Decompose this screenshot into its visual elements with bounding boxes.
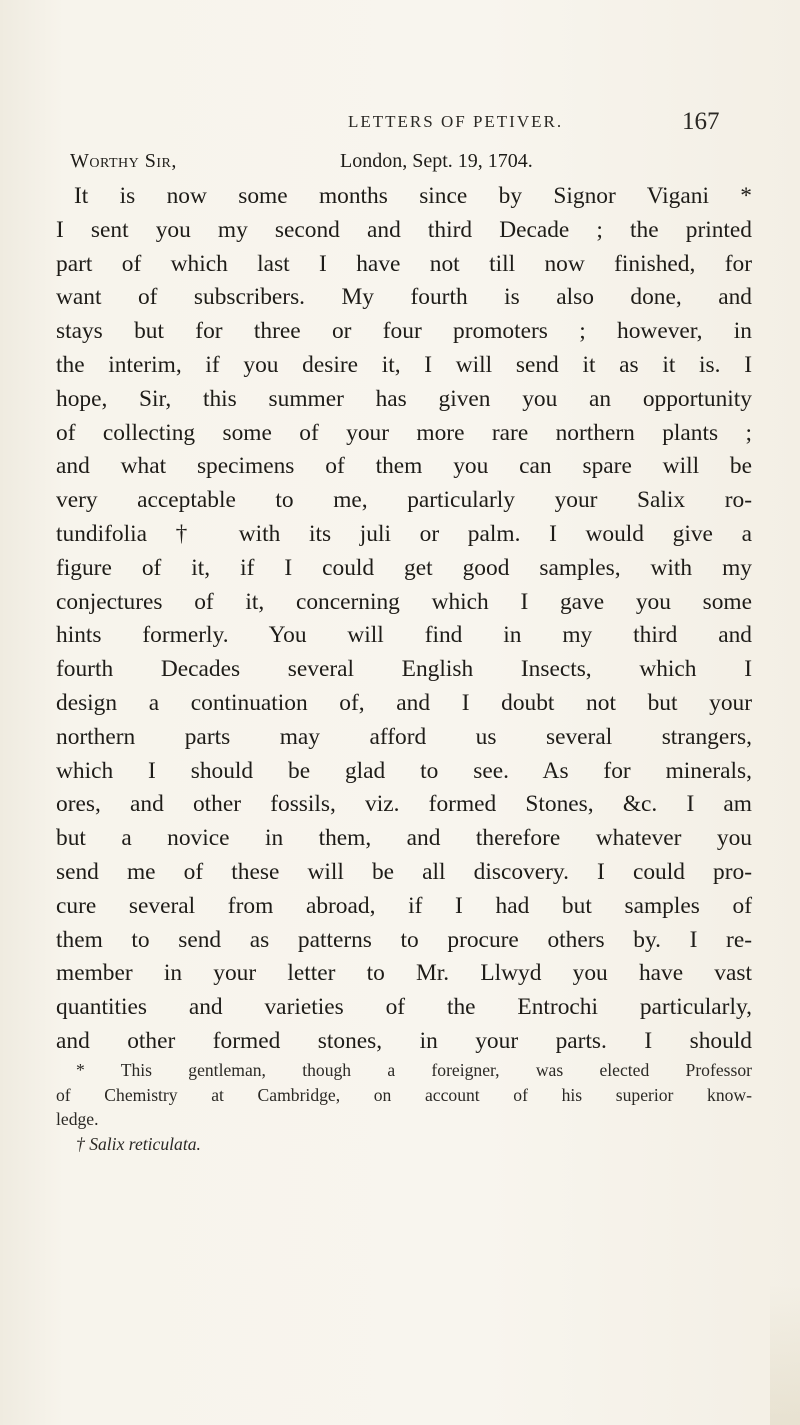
page-header bbox=[0, 108, 800, 138]
body-line: want of subscribers. My fourth is also done, and bbox=[56, 284, 752, 311]
body-line: I sent you my second and third Decade ; the printed bbox=[56, 216, 752, 243]
footnote-line: † Salix reticulata. bbox=[76, 1133, 201, 1154]
page-corner-stain bbox=[770, 1285, 800, 1425]
body-line: fourth Decades several English Insects, which I bbox=[56, 656, 752, 683]
body-line: but a novice in them, and therefore whatever you bbox=[56, 825, 752, 852]
body-line: design a continuation of, and I doubt not but your bbox=[56, 689, 752, 716]
body-line: quantities and varieties of the Entrochi particularly, bbox=[56, 994, 752, 1021]
body-line: and what specimens of them you can spare will be bbox=[56, 453, 752, 480]
body-line: and other formed stones, in your parts. I should bbox=[56, 1027, 752, 1054]
body-line: them to send as patterns to procure others by. I re- bbox=[56, 926, 752, 953]
body-line: cure several from abroad, if I had but samples of bbox=[56, 892, 752, 919]
dateline: London, Sept. 19, 1704. bbox=[340, 150, 533, 172]
body-line: of collecting some of your more rare northern plants ; bbox=[56, 419, 752, 446]
body-line: stays but for three or four promoters ; however, in bbox=[56, 318, 752, 345]
footnote-line: of Chemistry at Cambridge, on account of his superior know- bbox=[56, 1084, 752, 1105]
running-head: LETTERS OF PETIVER. bbox=[348, 112, 564, 131]
body-line: send me of these will be all discovery. I could pro- bbox=[56, 858, 752, 885]
page-number: 167 bbox=[682, 108, 720, 135]
body-line: the interim, if you desire it, I will send it as it is. I bbox=[56, 351, 752, 378]
letter-heading bbox=[70, 150, 750, 178]
salutation: Worthy Sir, bbox=[70, 150, 177, 172]
letter-body bbox=[56, 180, 752, 1059]
footnote-line: ledge. bbox=[56, 1109, 99, 1130]
body-line: hope, Sir, this summer has given you an opportunity bbox=[56, 385, 752, 412]
body-line: tundifolia † with its juli or palm. I would give a bbox=[56, 520, 752, 547]
body-line: figure of it, if I could get good samples, with my bbox=[56, 554, 752, 581]
footnote-line: * This gentleman, though a foreigner, was elected Professor bbox=[76, 1060, 752, 1080]
body-line: It is now some months since by Signor Vigani * bbox=[74, 183, 752, 209]
body-line: part of which last I have not till now finished, for bbox=[56, 250, 752, 277]
body-line: hints formerly. You will find in my third and bbox=[56, 622, 752, 649]
body-line: very acceptable to me, particularly your Salix ro- bbox=[56, 487, 752, 514]
body-line: conjectures of it, concerning which I gave you some bbox=[56, 588, 752, 615]
body-line: northern parts may afford us several strangers, bbox=[56, 723, 752, 750]
body-line: member in your letter to Mr. Llwyd you have vast bbox=[56, 960, 752, 987]
body-line: ores, and other fossils, viz. formed Stones, &c. I am bbox=[56, 791, 752, 818]
body-line: which I should be glad to see. As for minerals, bbox=[56, 757, 752, 784]
footnotes bbox=[56, 1058, 752, 1156]
